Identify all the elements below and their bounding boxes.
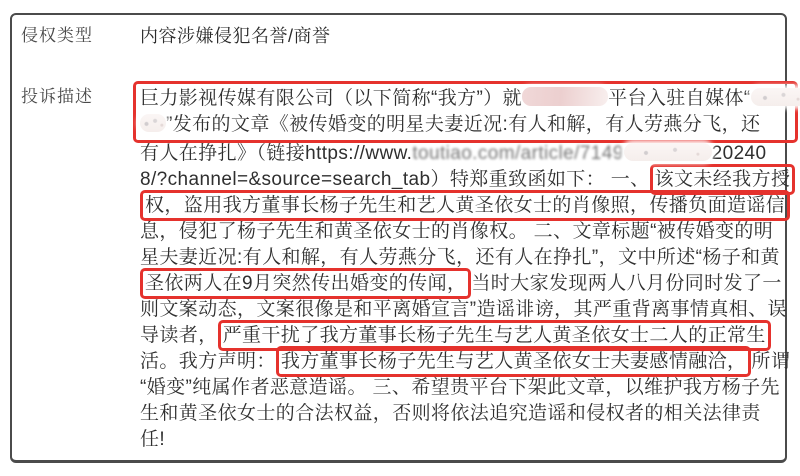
field-row-complaint-description [21,85,791,453]
censor-patch [522,87,608,106]
text-segment: “婚变”纯属作者恶意造谣。 三、希望贵平台下架此文章，以维护我方杨子先 [140,377,780,398]
text-segment: 息，侵犯了杨子先生和黄圣依女士的肖像权。 二、文章标题“被传婚变的明 [140,221,774,242]
text-segment: 20240 [711,143,767,164]
field-label-complaint-description: 投诉描述 [21,87,93,106]
highlighted-text-segment: 圣依两人在9月突然传出婚变的传闻， [140,268,471,299]
complaint-description-text [140,85,792,453]
text-line [140,427,792,453]
censor-patch [624,143,712,161]
text-segment: ”发布的文章《被传婚变的明星夫妻近况:有人和解，有人劳燕分飞，还 [166,114,761,135]
highlighted-text-segment: 严重干扰了我方董事长杨子先生与艺人黄圣依女士二人的正常生 [218,320,771,351]
text-line [140,375,792,401]
text-line [140,219,792,245]
field-value-infringement-type: 内容涉嫌侵犯名誉/商誉 [140,26,331,46]
text-line [140,401,792,427]
text-line [140,193,792,219]
text-segment: 平台入驻自媒体“ [608,88,751,109]
text-segment: 当时大家发现两人八月份同时发了一 [471,273,782,294]
text-segment: 巨力影视传媒有限公司（以下简称“我方”）就 [140,88,523,109]
complaint-panel [10,13,791,463]
text-segment: 导读者， [140,325,218,346]
censor-patch [140,114,166,132]
text-segment: 任! [140,429,166,450]
censor-patch [751,88,800,106]
text-segment: 则文案动态，文案很像是和平离婚宣言”造谣诽谤，其严重背离事情真相、误 [140,299,787,320]
highlighted-text-segment: 权，盗用我方董事长杨子先生和艺人黄圣依女士的肖像照，传播负面造谣信 [140,190,790,221]
blurred-url-segment: toutiao.com/article/7149 [412,143,624,164]
text-line [140,349,792,375]
annotation-red-box [133,81,798,143]
field-label-infringement-type: 侵权类型 [21,26,93,45]
text-line [140,112,793,138]
text-segment: 生和黄圣依女士的合法权益，否则将依法追究造谣和侵权者的相关法律责 [140,403,761,424]
text-line [140,86,793,112]
text-line [140,271,792,297]
field-row-infringement-type [21,24,777,48]
text-segment: 8/?channel=&source=search_tab）特郑重致函如下： 一、 [140,169,650,190]
text-segment: 活。我方声明： [140,351,276,372]
text-block [140,141,792,453]
highlighted-text-segment: 该文未经我方授 [650,164,796,195]
highlighted-text-segment: 我方董事长杨子先生与艺人黄圣依女士夫妻感情融洽， [276,346,752,377]
text-segment: 有人在挣扎》（链接https://www. [140,143,413,164]
text-segment: 所谓 [751,351,791,372]
text-segment: 星夫妻近况:有人和解，有人劳燕分飞，还有人在挣扎”，文中所述“杨子和黄 [140,247,780,268]
